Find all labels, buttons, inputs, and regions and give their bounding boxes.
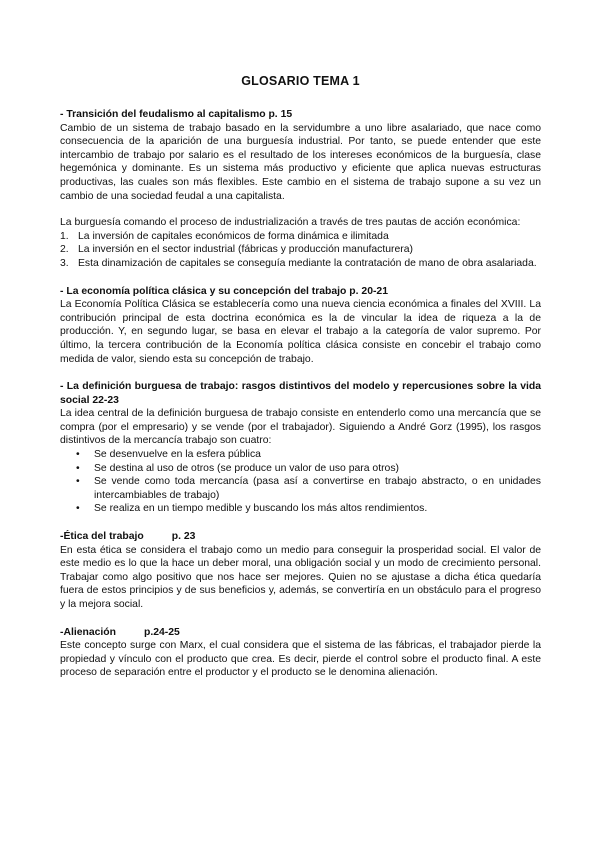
list-item: • Se desenvuelve en la esfera pública [76,449,261,461]
section-etica-trabajo [60,530,541,612]
bullet-icon: • [76,503,80,515]
section-definicion-burguesa [60,380,541,516]
paragraph: Este concepto surge con Marx, el cual considera que el sistema de las fábricas, el trabajador pierde la propiedad y vínculo con el producto que crea. Es decir, pierde el control sobre el producto final. A este proceso de separación entre el productor y el producto se le denomina alienación. [60,640,541,679]
paragraph: La Economía Política Clásica se establecería como una nueva ciencia económica a finales del XVIII. La contribución principal de esta doctrina económica es la de vincular la idea de riqueza a la de producción. Y, en segundo lugar, se basa en elevar el trabajo a la categoría de valor supremo. Por último, la tercera contribución de la Economía política clásica consiste en concebir el trabajo como medida de valor, siendo esta su concepción de trabajo. [60,299,541,365]
section-heading: -Ética del trabajo p. 23 [60,531,196,543]
paragraph: En esta ética se considera el trabajo como un medio para conseguir la prosperidad social. El valor de este medio es lo que la hace un deber moral, una obligación social y un modo de crecimiento personal. Trabajar como algo positivo que nos hace ser mejores. Quien no se ajustase a dicha ética quedaría fuera de estos principios y de sus beneficios y, además, se convertiría en un obstáculo para el progreso y la mejora social. [60,544,541,610]
section-economia-politica [60,285,541,367]
bullet-icon: • [76,476,80,488]
section-heading: - La definición burguesa de trabajo: rasgos distintivos del modelo y repercusiones sobre la vida social 22-23 [60,381,541,406]
bullet-list [60,448,541,516]
numbered-list [60,230,541,271]
section-heading: - Transición del feudalismo al capitalismo p. 15 [60,109,293,120]
bullet-icon: • [76,462,80,474]
bullet-icon: • [76,449,80,461]
list-item: • Se realiza en un tiempo medible y buscando los más altos rendimientos. [76,503,428,515]
section-alienacion [60,626,541,680]
page-title: GLOSARIO TEMA 1 [241,74,360,88]
list-item: 2. La inversión en el sector industrial (fábricas y producción manufacturera) [60,244,413,256]
list-item: 3. Esta dinamización de capitales se conseguía mediante la contratación de mano de obra asalariada. [60,257,537,269]
document-page [60,74,541,694]
paragraph: La idea central de la definición burguesa de trabajo consiste en entenderlo como una mercancía que se compra (por el empresario) y se vende (por el trabajador). Siguiendo a André Gorz (1995), los rasgos distintivos de la mercancía trabajo son cuatro: [60,408,541,447]
section-heading: -Alienación p.24-25 [60,626,180,638]
list-item: 1. La inversión de capitales económicos de forma dinámica e ilimitada [60,230,389,242]
section-transicion [60,108,541,271]
section-heading: - La economía política clásica y su concepción del trabajo p. 20-21 [60,285,388,297]
paragraph: La burguesía comando el proceso de industrialización a través de tres pautas de acción económica: [60,217,521,229]
paragraph: Cambio de un sistema de trabajo basado en la servidumbre a uno libre asalariado, que nace como consecuencia de la aparición de una burguesía industrial. Por tanto, se puede entender que este intercambio de trabajo por salario es el resultado de los intereses económicos de la burguesía, clase hegemónica y dominante. Es un sistema más productivo y eficiente que aplica nuevas estructuras productivas, las cuales son más flexibles. Este cambio en el sistema de trabajo supone a su vez un cambio de una sociedad feudal a una capitalista. [60,122,541,202]
list-item: • Se destina al uso de otros (se produce un valor de uso para otros) [76,462,399,474]
list-item: • Se vende como toda mercancía (pasa así a convertirse en trabajo abstracto, o en unidades intercambiables de trabajo) [76,476,541,501]
